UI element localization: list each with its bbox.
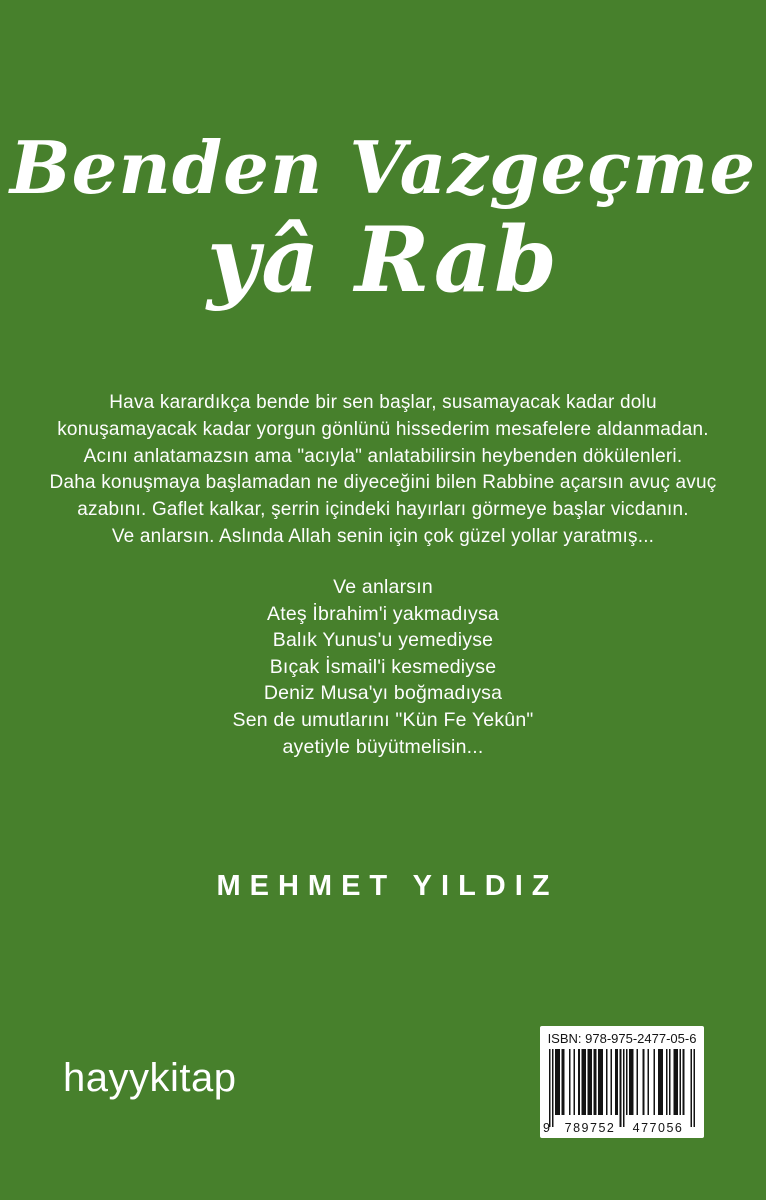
- isbn-barcode-box: [540, 1026, 704, 1138]
- poem-line: ayetiyle büyütmelisin...: [282, 735, 484, 758]
- synopsis-line: Acını anlatamazsın ama "acıyla" anlatabilirsin heybenden dökülenleri.: [83, 445, 683, 467]
- synopsis-line: konuşamayacak kadar yorgun gönlünü hissederim mesafelere aldanmadan.: [57, 418, 709, 440]
- synopsis-paragraph: [0, 390, 766, 551]
- book-title: [0, 125, 766, 314]
- synopsis-line: azabını. Gaflet kalkar, şerrin içindeki hayırları görmeye başlar vicdanın.: [77, 499, 689, 521]
- barcode-bars: [549, 1049, 695, 1127]
- poem-line: Ateş İbrahim'i yakmadıysa: [267, 602, 499, 625]
- barcode-digits: [540, 1121, 704, 1136]
- poem-line: Deniz Musa'yı boğmadıysa: [263, 682, 503, 705]
- isbn-label: ISBN: 978-975-2477-05-6: [547, 1031, 697, 1046]
- poem-line: Bıçak İsmail'i kesmediyse: [269, 655, 497, 678]
- book-title-line2: yâ Rab: [206, 207, 560, 314]
- publisher-logo: hayykitap: [63, 1056, 237, 1100]
- poem-block: [0, 574, 766, 760]
- poem-line: Ve anlarsın: [333, 576, 433, 598]
- barcode-digit-group2: 477056: [632, 1121, 684, 1135]
- barcode-digit-left: 9: [543, 1121, 552, 1135]
- synopsis-line: Hava karardıkça bende bir sen başlar, susamayacak kadar dolu: [109, 392, 657, 413]
- book-title-line1: Benden Vazgeçme: [9, 125, 757, 210]
- poem-line: Sen de umutlarını "Kün Fe Yekûn": [232, 708, 534, 731]
- synopsis-line: Daha konuşmaya başlamadan ne diyeceğini bilen Rabbine açarsın avuç avuç: [49, 472, 717, 494]
- author-name: MEHMET YILDIZ: [216, 870, 559, 902]
- synopsis-line: Ve anlarsın. Aslında Allah senin için çok güzel yollar yaratmış...: [111, 525, 655, 547]
- poem-line: Balık Yunus'u yemediyse: [272, 629, 494, 652]
- barcode-digit-group1: 789752: [564, 1121, 616, 1135]
